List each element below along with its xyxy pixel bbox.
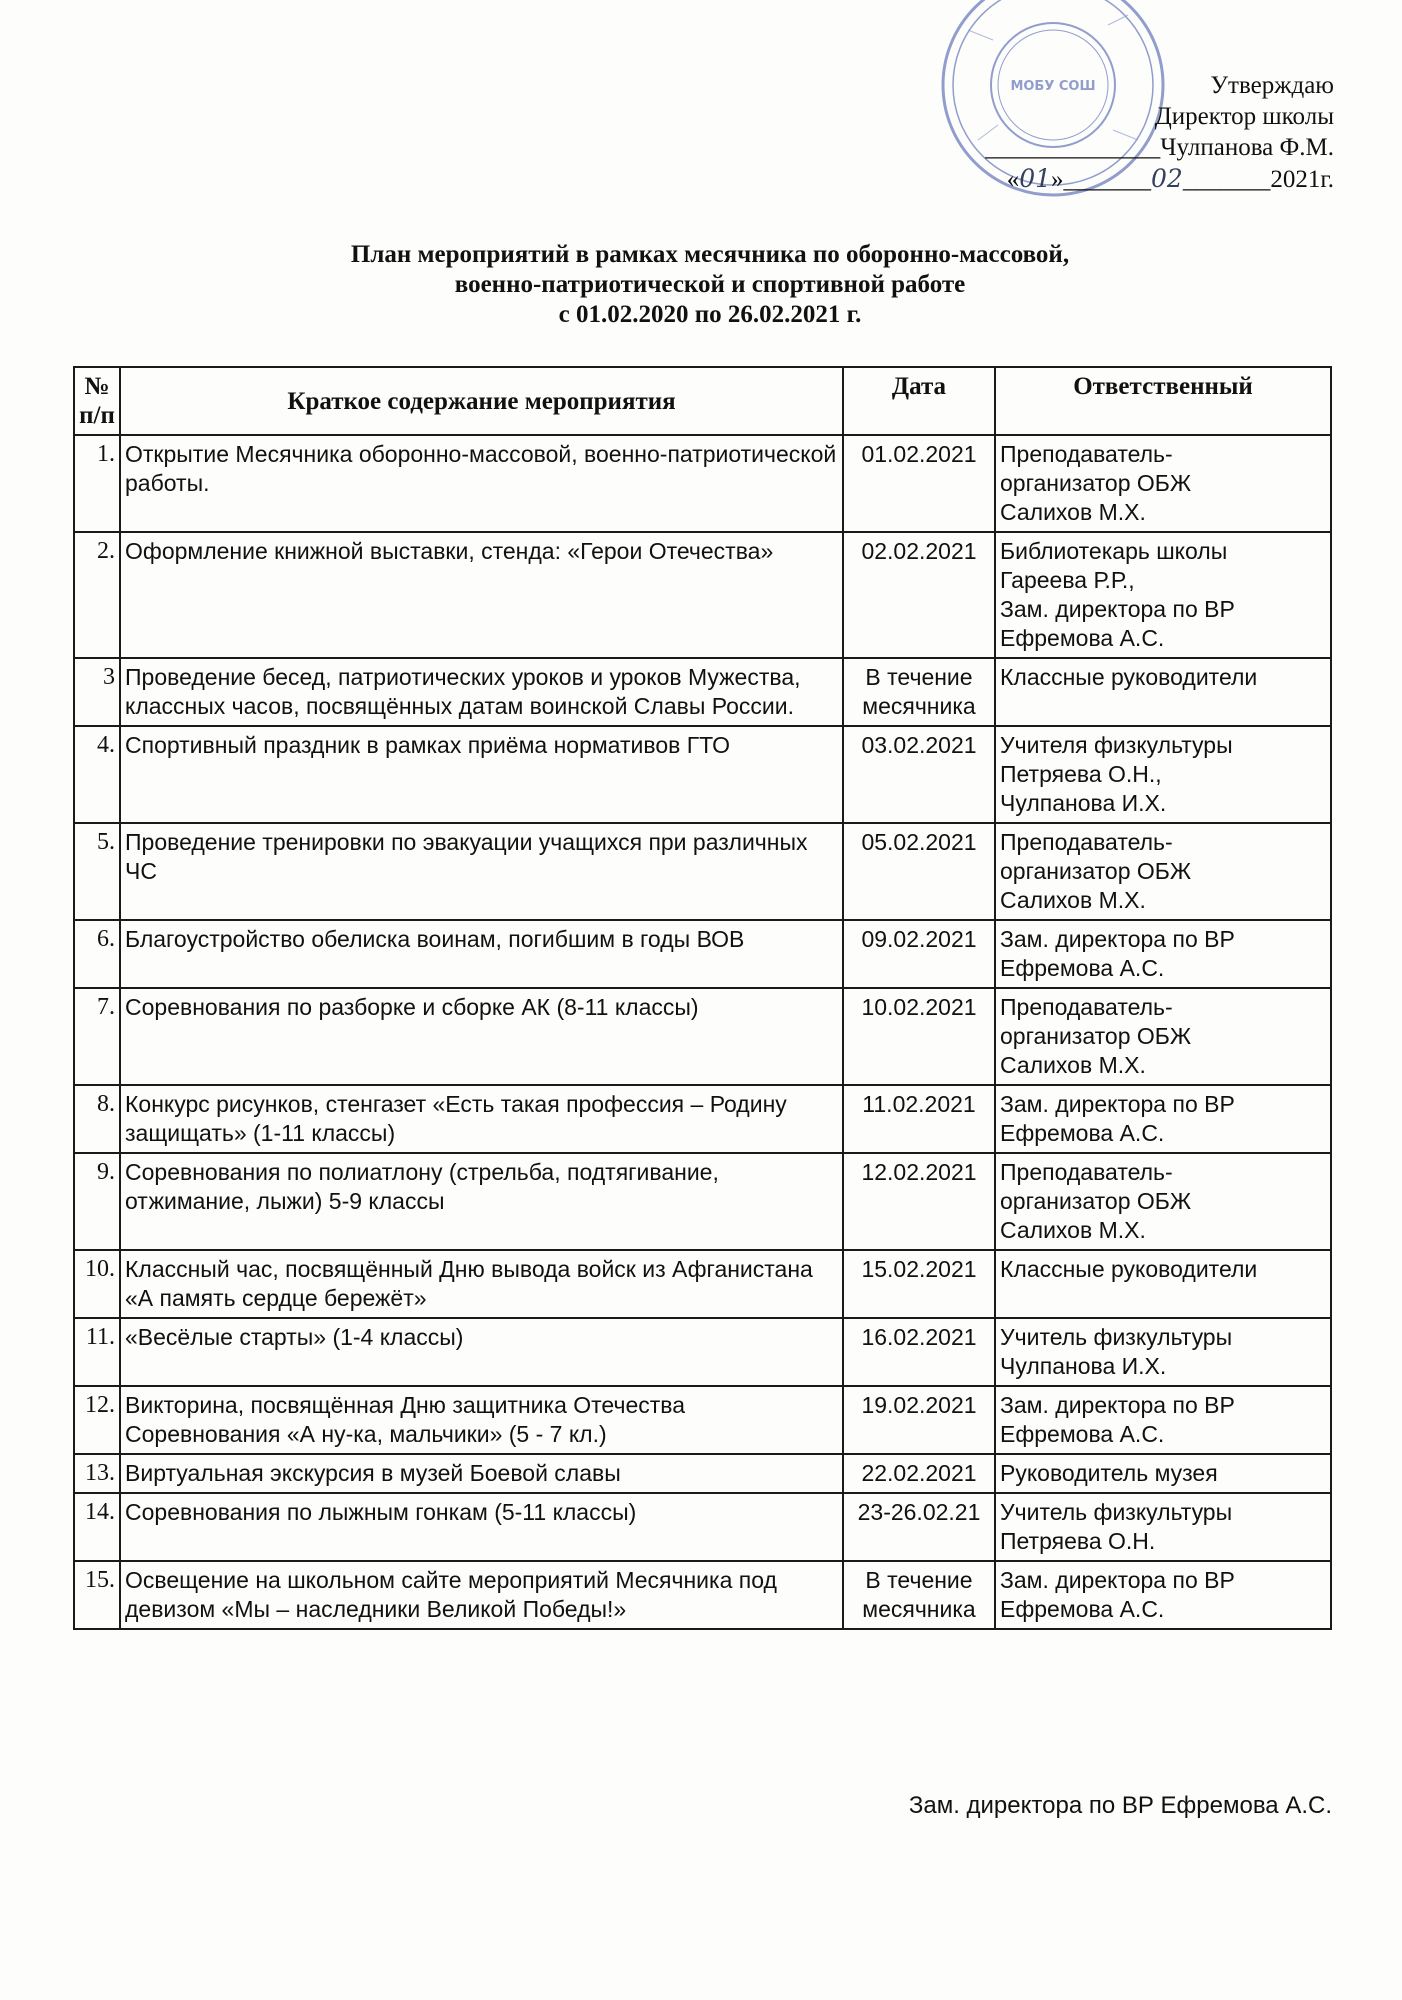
event-responsible: Классные руководители	[995, 658, 1331, 726]
table-row	[74, 1250, 1331, 1318]
row-number: 5.	[74, 823, 120, 920]
document-title	[170, 240, 1250, 330]
event-description: Оформление книжной выставки, стенда: «Герои Отечества»	[120, 532, 843, 658]
event-date	[843, 1454, 995, 1493]
table-row	[74, 1561, 1331, 1629]
footer-signature: Зам. директора по ВР Ефремова А.С.	[908, 1792, 1332, 1819]
header-num: № п/п	[74, 367, 120, 435]
event-date-text: 16.02.2021	[861, 1324, 977, 1350]
event-date-text: 02.02.2021	[861, 538, 977, 564]
event-description: Спортивный праздник в рамках приёма нормативов ГТО	[120, 726, 843, 823]
event-date	[843, 1561, 995, 1629]
event-description: Виртуальная экскурсия в музей Боевой славы	[120, 1454, 843, 1493]
table-row	[74, 920, 1331, 988]
table-row	[74, 1493, 1331, 1561]
event-date	[843, 1085, 995, 1153]
event-date-text: 22.02.2021	[861, 1460, 977, 1486]
row-number: 13.	[74, 1454, 120, 1493]
signature-blank: ______________	[985, 134, 1161, 161]
event-description: Соревнования по полиатлону (стрельба, подтягивание, отжимание, лыжи) 5-9 классы	[120, 1153, 843, 1250]
row-number: 15.	[74, 1561, 120, 1629]
event-date-text: 01.02.2021	[861, 441, 977, 467]
title-line-2: военно-патриотической и спортивной работе	[454, 271, 966, 298]
event-date	[843, 658, 995, 726]
table-row	[74, 823, 1331, 920]
table-row	[74, 1386, 1331, 1454]
event-description: Викторина, посвящённая Дню защитника Отечества Соревнования «А ну-ка, мальчики» (5 - 7 кл.)	[120, 1386, 843, 1454]
approval-day: 01	[1019, 164, 1051, 193]
date-quote-open: «	[1006, 166, 1020, 193]
svg-text:МОБУ СОШ: МОБУ СОШ	[1010, 79, 1096, 94]
table-row	[74, 658, 1331, 726]
row-number: 12.	[74, 1386, 120, 1454]
event-description: Освещение на школьном сайте мероприятий Месячника под девизом «Мы – наследники Великой Победы!»	[120, 1561, 843, 1629]
event-description: Соревнования по лыжным гонкам (5-11 классы)	[120, 1493, 843, 1561]
event-responsible: Преподаватель- организатор ОБЖ Салихов М.Х.	[995, 435, 1331, 532]
approval-year: 2021г.	[1270, 166, 1334, 193]
event-description: Проведение бесед, патриотических уроков и уроков Мужества, классных часов, посвящённых датам воинской Славы России.	[120, 658, 843, 726]
date-quote-close: »	[1051, 166, 1064, 193]
table-row	[74, 726, 1331, 823]
table-row	[74, 988, 1331, 1085]
event-date-text: 19.02.2021	[861, 1392, 977, 1418]
row-number: 4.	[74, 726, 120, 823]
table-row	[74, 1454, 1331, 1493]
row-number: 6.	[74, 920, 120, 988]
row-number: 7.	[74, 988, 120, 1085]
event-date	[843, 532, 995, 658]
table-row	[74, 435, 1331, 532]
row-number: 11.	[74, 1318, 120, 1386]
event-date	[843, 823, 995, 920]
row-number: 8.	[74, 1085, 120, 1153]
event-responsible: Преподаватель- организатор ОБЖ Салихов М.Х.	[995, 823, 1331, 920]
event-responsible: Руководитель музея	[995, 1454, 1331, 1493]
table-row	[74, 1318, 1331, 1386]
approval-signer	[930, 132, 1334, 163]
row-number: 1.	[74, 435, 120, 532]
event-responsible: Зам. директора по ВР Ефремова А.С.	[995, 920, 1331, 988]
event-date-text: 05.02.2021	[861, 829, 977, 855]
row-number: 10.	[74, 1250, 120, 1318]
row-number: 14.	[74, 1493, 120, 1561]
event-date-text: 10.02.2021	[861, 994, 977, 1020]
event-date-text: В течение месячника	[862, 664, 976, 719]
event-responsible: Зам. директора по ВР Ефремова А.С.	[995, 1085, 1331, 1153]
event-description: Проведение тренировки по эвакуации учащихся при различных ЧС	[120, 823, 843, 920]
event-date	[843, 726, 995, 823]
row-number: 9.	[74, 1153, 120, 1250]
event-date	[843, 1250, 995, 1318]
approval-block	[930, 70, 1334, 195]
event-date-text: 09.02.2021	[861, 926, 977, 952]
title-line-1: План мероприятий в рамках месячника по оборонно-массовой,	[350, 241, 1070, 268]
event-responsible: Классные руководители	[995, 1250, 1331, 1318]
event-date	[843, 988, 995, 1085]
approval-date: «01»_______02_______2021г.	[1006, 164, 1334, 193]
event-responsible: Учитель физкультуры Чулпанова И.Х.	[995, 1318, 1331, 1386]
event-date	[843, 435, 995, 532]
approval-month: 02	[1151, 164, 1183, 193]
events-table	[73, 366, 1332, 1630]
event-description: Открытие Месячника оборонно-массовой, военно-патриотической работы.	[120, 435, 843, 532]
header-responsible: Ответственный	[995, 367, 1331, 435]
event-date	[843, 1153, 995, 1250]
event-date-text: 03.02.2021	[861, 732, 977, 758]
header-date: Дата	[843, 367, 995, 435]
event-date-text: В течение месячника	[862, 1567, 976, 1622]
table-row	[74, 1153, 1331, 1250]
table-row	[74, 532, 1331, 658]
event-date-text: 11.02.2021	[862, 1091, 976, 1117]
table-row	[74, 1085, 1331, 1153]
approval-position: Директор школы	[1154, 103, 1334, 130]
table-header-row	[74, 367, 1331, 435]
event-description: «Весёлые старты» (1-4 классы)	[120, 1318, 843, 1386]
event-date-text: 15.02.2021	[861, 1256, 977, 1282]
row-number: 2.	[74, 532, 120, 658]
event-responsible: Учителя физкультуры Петряева О.Н., Чулпанова И.Х.	[995, 726, 1331, 823]
event-responsible: Преподаватель- организатор ОБЖ Салихов М.Х.	[995, 988, 1331, 1085]
title-line-3: с 01.02.2020 по 26.02.2021 г.	[558, 301, 862, 328]
event-description: Благоустройство обелиска воинам, погибшим в годы ВОВ	[120, 920, 843, 988]
event-date-text: 12.02.2021	[861, 1159, 977, 1185]
event-responsible: Учитель физкультуры Петряева О.Н.	[995, 1493, 1331, 1561]
event-date	[843, 1386, 995, 1454]
event-description: Соревнования по разборке и сборке АК (8-11 классы)	[120, 988, 843, 1085]
event-date	[843, 920, 995, 988]
approval-signer-name: Чулпанова Ф.М.	[1160, 134, 1334, 161]
row-number: 3	[74, 658, 120, 726]
approval-word: Утверждаю	[1210, 72, 1334, 99]
event-responsible: Библиотекарь школы Гареева Р.Р., Зам. директора по ВР Ефремова А.С.	[995, 532, 1331, 658]
event-responsible: Преподаватель- организатор ОБЖ Салихов М.Х.	[995, 1153, 1331, 1250]
event-description: Классный час, посвящённый Дню вывода войск из Афганистана «А память сердце бережёт»	[120, 1250, 843, 1318]
header-description: Краткое содержание мероприятия	[120, 367, 843, 435]
event-date	[843, 1318, 995, 1386]
event-date-text: 23-26.02.21	[857, 1499, 981, 1525]
event-description: Конкурс рисунков, стенгазет «Есть такая профессия – Родину защищать» (1-11 классы)	[120, 1085, 843, 1153]
event-responsible: Зам. директора по ВР Ефремова А.С.	[995, 1561, 1331, 1629]
event-responsible: Зам. директора по ВР Ефремова А.С.	[995, 1386, 1331, 1454]
event-date	[843, 1493, 995, 1561]
